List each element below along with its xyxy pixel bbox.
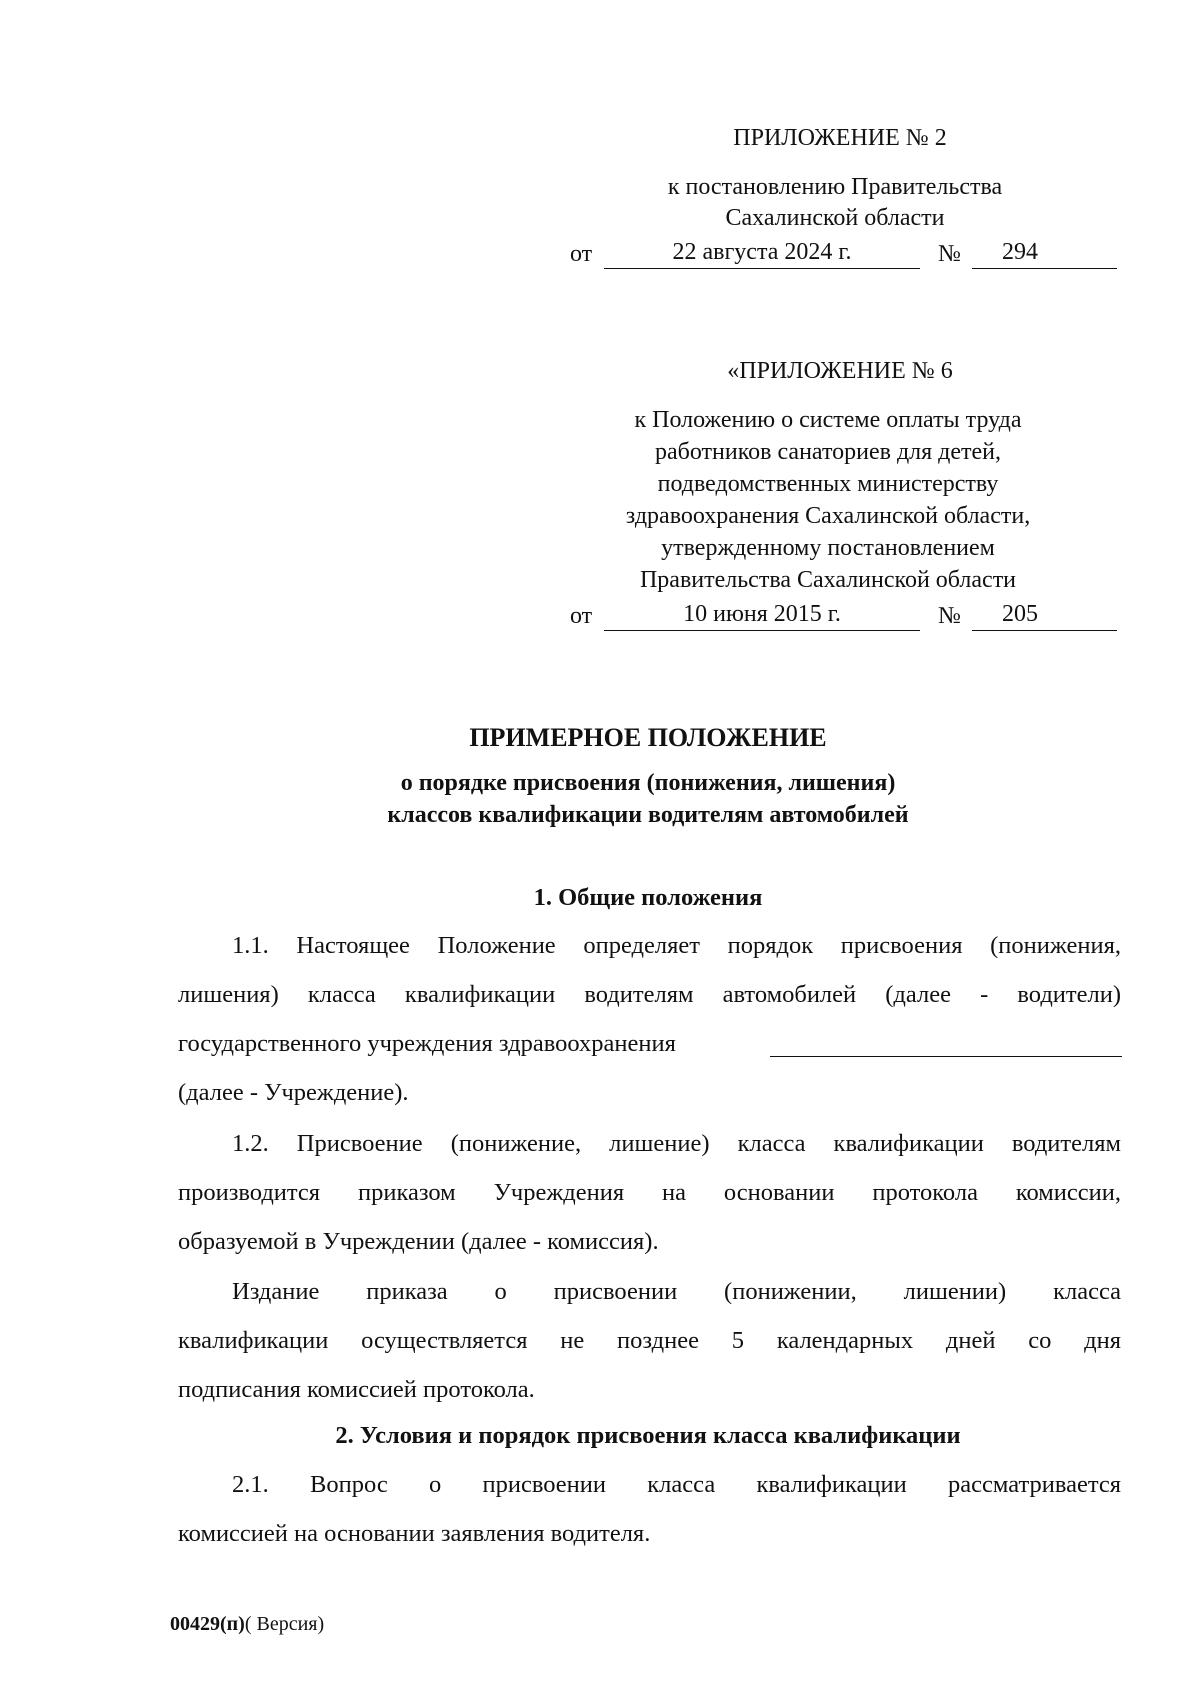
appendix6-line: утвержденному постановлением [661, 535, 995, 561]
appendix6-num-label: № [938, 603, 961, 629]
paragraph-1-1-line: лишения) класса квалификации водителям автомобилей (далее - водители) [178, 981, 1121, 1008]
appendix2-num-label: № [938, 241, 961, 267]
appendix6-date: 10 июня 2015 г. [683, 601, 841, 627]
appendix6-line: к Положению о системе оплаты труда [634, 407, 1022, 433]
paragraph-2-1-line: комиссией на основании заявления водителя. [178, 1520, 651, 1547]
section1-heading: 1. Общие положения [533, 884, 763, 911]
paragraph-2-1-line: 2.1. Вопрос о присвоении класса квалификации рассматривается [232, 1471, 1121, 1498]
paragraph-1-3-line: подписания комиссией протокола. [178, 1376, 535, 1403]
footer-version: ( Версия) [244, 1613, 325, 1635]
paragraph-1-1-line: государственного учреждения здравоохранения [178, 1030, 676, 1057]
appendix6-number: 205 [1002, 601, 1038, 627]
section2-heading: 2. Условия и порядок присвоения класса квалификации [335, 1422, 961, 1449]
appendix6-title: «ПРИЛОЖЕНИЕ № 6 [727, 358, 953, 384]
appendix2-date: 22 августа 2024 г. [672, 239, 852, 265]
appendix2-title: ПРИЛОЖЕНИЕ № 2 [733, 125, 947, 151]
appendix2-from-label: от [570, 241, 593, 267]
appendix6-number-underline [972, 630, 1117, 631]
appendix6-from-label: от [570, 603, 593, 629]
appendix2-line1: к постановлению Правительства [667, 174, 1003, 200]
appendix2-number-underline [972, 268, 1117, 269]
appendix2-date-underline [604, 268, 920, 269]
appendix6-line: здравоохранения Сахалинской области, [625, 503, 1031, 529]
paragraph-1-1-line: 1.1. Настоящее Положение определяет порядок присвоения (понижения, [232, 932, 1121, 959]
document-subtitle-line2: классов квалификации водителям автомобилей [387, 802, 909, 828]
footer-code: 00429(п) [170, 1613, 245, 1635]
paragraph-1-2-line: производится приказом Учреждения на основании протокола комиссии, [178, 1179, 1121, 1206]
paragraph-1-3-line: Издание приказа о присвоении (понижении, лишении) класса [232, 1278, 1121, 1305]
appendix6-line: подведомственных министерству [657, 471, 999, 497]
paragraph-1-2-line: 1.2. Присвоение (понижение, лишение) класса квалификации водителям [232, 1130, 1121, 1157]
paragraph-1-2-line: образуемой в Учреждении (далее - комиссия). [178, 1228, 659, 1255]
paragraph-1-3-line: квалификации осуществляется не позднее 5 календарных дней со дня [178, 1327, 1121, 1354]
paragraph-1-1-line: (далее - Учреждение). [178, 1079, 409, 1106]
document-title: ПРИМЕРНОЕ ПОЛОЖЕНИЕ [469, 723, 827, 752]
appendix6-line: работников санаториев для детей, [654, 439, 1002, 465]
document-subtitle-line1: о порядке присвоения (понижения, лишения) [400, 770, 896, 796]
appendix2-number: 294 [1002, 239, 1038, 265]
appendix2-line2: Сахалинской области [725, 205, 945, 231]
footer-document-code [170, 1613, 324, 1636]
appendix6-line: Правительства Сахалинской области [639, 567, 1017, 593]
institution-name-blank [770, 1056, 1122, 1057]
appendix6-date-underline [604, 630, 920, 631]
